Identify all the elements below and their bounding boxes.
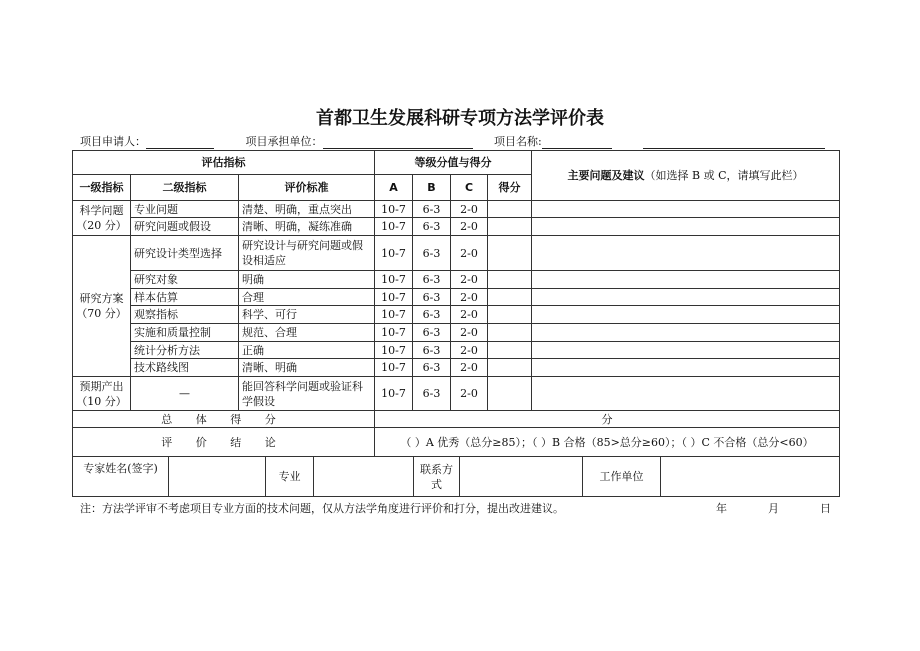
issues-field[interactable] [532, 201, 840, 218]
table-row [73, 236, 840, 271]
header-a: A [375, 175, 413, 201]
issues-field[interactable] [532, 236, 840, 271]
score-field[interactable] [488, 306, 532, 324]
conclusion-options[interactable]: （ ）A 优秀（总分≥85）；（ ）B 合格（85>总分≥60）；（ ）C 不合格（总分<60） [375, 428, 840, 457]
expert-name-label: 专家姓名(签字) [73, 457, 169, 497]
score-field[interactable] [488, 218, 532, 236]
table-row [73, 377, 840, 411]
applicant-field[interactable] [146, 137, 214, 149]
header-c: C [451, 175, 488, 201]
date-year: 年 [716, 502, 727, 515]
unit-label: 项目承担单位： [245, 135, 323, 148]
score-field[interactable] [488, 342, 532, 359]
level1-cell [73, 236, 131, 377]
table-row [73, 289, 840, 306]
level2-cell: 样本估算 [131, 289, 239, 306]
grade-b: 6-3 [413, 377, 451, 411]
name-field[interactable] [542, 137, 612, 149]
grade-b: 6-3 [413, 289, 451, 306]
expert-table [72, 456, 840, 497]
evaluation-table [72, 150, 840, 457]
level2-cell: 专业问题 [131, 201, 239, 218]
grade-a: 10-7 [375, 324, 413, 342]
level1-cell [73, 201, 131, 236]
grade-a: 10-7 [375, 289, 413, 306]
criteria-cell: 清晰、明确 [239, 359, 375, 377]
grade-c: 2-0 [451, 324, 488, 342]
footnote: 注：方法学评审不考虑项目专业方面的技术问题，仅从方法学角度进行评价和打分，提出改进建议。 [80, 502, 564, 515]
total-score-field[interactable]: 分 [375, 411, 840, 428]
issues-field[interactable] [532, 359, 840, 377]
workplace-field[interactable] [661, 457, 840, 497]
header-criteria: 评价标准 [239, 175, 375, 201]
level1-points: （10 分） [76, 394, 127, 408]
grade-c: 2-0 [451, 306, 488, 324]
grade-c: 2-0 [451, 201, 488, 218]
header-level1: 一级指标 [73, 175, 131, 201]
grade-b: 6-3 [413, 271, 451, 289]
grade-b: 6-3 [413, 306, 451, 324]
issues-field[interactable] [532, 271, 840, 289]
contact-label: 联系方式 [414, 457, 460, 497]
level1-points: （20 分） [76, 219, 127, 232]
grade-a: 10-7 [375, 218, 413, 236]
issues-field[interactable] [532, 218, 840, 236]
issues-field[interactable] [532, 289, 840, 306]
level2-cell: — [131, 377, 239, 411]
major-label: 专业 [266, 457, 314, 497]
level1-points: （70 分） [76, 307, 127, 320]
grade-a: 10-7 [375, 359, 413, 377]
score-field[interactable] [488, 201, 532, 218]
grade-b: 6-3 [413, 342, 451, 359]
table-row [73, 201, 840, 218]
score-field[interactable] [488, 359, 532, 377]
total-label: 总 体 得 分 [73, 411, 375, 428]
criteria-cell: 合理 [239, 289, 375, 306]
project-info [80, 133, 825, 149]
criteria-cell: 清楚、明确，重点突出 [239, 201, 375, 218]
issues-field[interactable] [532, 306, 840, 324]
grade-c: 2-0 [451, 359, 488, 377]
criteria-cell: 正确 [239, 342, 375, 359]
date-day: 日 [820, 502, 831, 515]
grade-c: 2-0 [451, 271, 488, 289]
header-b: B [413, 175, 451, 201]
score-field[interactable] [488, 324, 532, 342]
grade-b: 6-3 [413, 359, 451, 377]
criteria-cell: 明确 [239, 271, 375, 289]
grade-a: 10-7 [375, 201, 413, 218]
criteria-cell: 科学、可行 [239, 306, 375, 324]
grade-c: 2-0 [451, 236, 488, 271]
score-field[interactable] [488, 236, 532, 271]
level1-name: 科学问题 [79, 204, 124, 217]
level2-cell: 实施和质量控制 [131, 324, 239, 342]
date-month: 月 [768, 502, 779, 515]
header-issues [532, 151, 840, 201]
name-field-2[interactable] [643, 137, 825, 149]
page-title: 首都卫生发展科研专项方法学评价表 [316, 108, 604, 129]
issues-field[interactable] [532, 342, 840, 359]
criteria-cell: 清晰、明确，凝练准确 [239, 218, 375, 236]
applicant-label: 项目申请人： [80, 135, 146, 148]
score-field[interactable] [488, 289, 532, 306]
level2-cell: 统计分析方法 [131, 342, 239, 359]
major-field[interactable] [314, 457, 414, 497]
header-grades: 等级分值与得分 [375, 151, 532, 175]
criteria-cell: 能回答科学问题或验证科学假设 [239, 377, 375, 411]
criteria-cell: 研究设计与研究问题或假设相适应 [239, 236, 375, 271]
grade-b: 6-3 [413, 236, 451, 271]
score-field[interactable] [488, 271, 532, 289]
grade-a: 10-7 [375, 306, 413, 324]
table-row [73, 324, 840, 342]
table-row [73, 218, 840, 236]
issues-label: 主要问题及建议 [567, 169, 645, 182]
table-row [73, 359, 840, 377]
level1-cell [73, 377, 131, 411]
issues-field[interactable] [532, 324, 840, 342]
header-level2: 二级指标 [131, 175, 239, 201]
table-row [73, 342, 840, 359]
grade-a: 10-7 [375, 236, 413, 271]
workplace-label: 工作单位 [583, 457, 661, 497]
level2-cell: 技术路线图 [131, 359, 239, 377]
grade-b: 6-3 [413, 218, 451, 236]
grade-c: 2-0 [451, 218, 488, 236]
level2-cell: 观察指标 [131, 306, 239, 324]
name-label: 项目名称: [494, 135, 542, 148]
contact-field[interactable] [460, 457, 583, 497]
score-field[interactable] [488, 377, 532, 411]
grade-a: 10-7 [375, 377, 413, 411]
table-row [73, 306, 840, 324]
criteria-cell: 规范、合理 [239, 324, 375, 342]
level1-name: 研究方案 [79, 292, 124, 305]
level1-name: 预期产出 [79, 379, 124, 393]
grade-b: 6-3 [413, 201, 451, 218]
grade-a: 10-7 [375, 342, 413, 359]
issues-field[interactable] [532, 377, 840, 411]
grade-b: 6-3 [413, 324, 451, 342]
table-row [73, 271, 840, 289]
conclusion-label: 评 价 结 论 [73, 428, 375, 457]
grade-c: 2-0 [451, 289, 488, 306]
level2-cell: 研究设计类型选择 [131, 236, 239, 271]
grade-c: 2-0 [451, 342, 488, 359]
unit-field[interactable] [323, 137, 473, 149]
expert-name-field[interactable] [169, 457, 266, 497]
grade-c: 2-0 [451, 377, 488, 411]
issues-note: （如选择 B 或 C，请填写此栏） [644, 169, 804, 182]
grade-a: 10-7 [375, 271, 413, 289]
header-score: 得分 [488, 175, 532, 201]
level2-cell: 研究对象 [131, 271, 239, 289]
header-indicators: 评估指标 [73, 151, 375, 175]
level2-cell: 研究问题或假设 [131, 218, 239, 236]
